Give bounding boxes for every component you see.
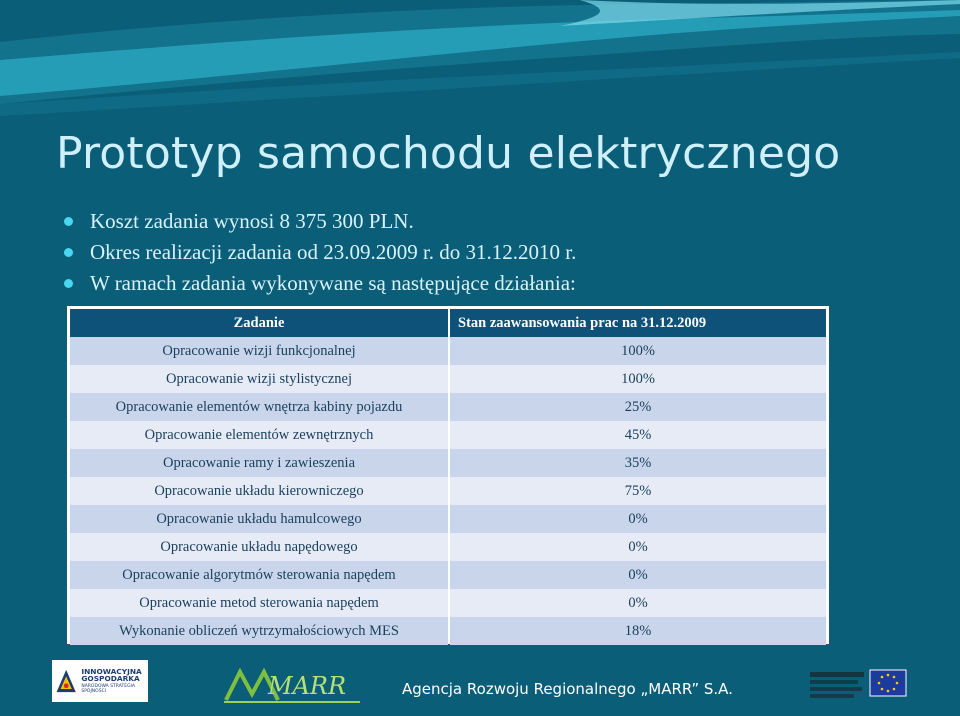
progress-cell: 45% xyxy=(450,421,826,449)
table-row xyxy=(70,393,826,421)
bullet-item xyxy=(64,268,576,299)
slide-title: Prototyp samochodu elektrycznego xyxy=(56,128,841,179)
progress-table xyxy=(67,306,829,644)
task-cell: Opracowanie wizji funkcjonalnej xyxy=(70,337,448,365)
progress-cell: 100% xyxy=(450,365,826,393)
task-cell: Wykonanie obliczeń wytrzymałościowych MES xyxy=(70,617,448,645)
task-cell: Opracowanie elementów zewnętrznych xyxy=(70,421,448,449)
bullet-text: W ramach zadania wykonywane są następujące działania: xyxy=(90,271,576,295)
logo-text: GOSPODARKA xyxy=(81,674,140,684)
header-task: Zadanie xyxy=(70,309,448,337)
table-row xyxy=(70,589,826,617)
table-row xyxy=(70,337,826,365)
table-row xyxy=(70,421,826,449)
innovation-mark-icon xyxy=(55,665,77,697)
bullet-dot-icon xyxy=(64,248,73,257)
progress-cell: 0% xyxy=(450,505,826,533)
marr-logo xyxy=(222,664,362,706)
decorative-waves xyxy=(0,0,960,120)
progress-cell: 25% xyxy=(450,393,826,421)
table-row xyxy=(70,449,826,477)
progress-cell: 0% xyxy=(450,589,826,617)
task-cell: Opracowanie układu hamulcowego xyxy=(70,505,448,533)
table-row xyxy=(70,617,826,645)
task-cell: Opracowanie elementów wnętrza kabiny pojazdu xyxy=(70,393,448,421)
task-cell: Opracowanie wizji stylistycznej xyxy=(70,365,448,393)
task-cell: Opracowanie układu napędowego xyxy=(70,533,448,561)
bullet-text: Okres realizacji zadania od 23.09.2009 r. do 31.12.2010 r. xyxy=(90,240,577,264)
table-header-row xyxy=(70,309,826,337)
table-row xyxy=(70,477,826,505)
agency-name: Agencja Rozwoju Regionalnego „MARR” S.A. xyxy=(402,680,733,698)
progress-cell: 0% xyxy=(450,561,826,589)
bullet-text: Koszt zadania wynosi 8 375 300 PLN. xyxy=(90,209,414,233)
innovative-economy-logo xyxy=(52,660,148,702)
eu-flag-logo xyxy=(808,666,908,706)
bullet-item xyxy=(64,237,576,268)
progress-cell: 18% xyxy=(450,617,826,645)
task-cell: Opracowanie ramy i zawieszenia xyxy=(70,449,448,477)
task-cell: Opracowanie algorytmów sterowania napędem xyxy=(70,561,448,589)
marr-logo-text: MARR xyxy=(268,672,347,700)
progress-cell: 75% xyxy=(450,477,826,505)
progress-cell: 35% xyxy=(450,449,826,477)
bullet-dot-icon xyxy=(64,217,73,226)
logo-text: NARODOWA STRATEGIA SPÓJNOŚCI xyxy=(81,684,135,694)
task-cell: Opracowanie układu kierowniczego xyxy=(70,477,448,505)
table-row xyxy=(70,561,826,589)
table-row xyxy=(70,505,826,533)
bullet-dot-icon xyxy=(64,279,73,288)
table-row xyxy=(70,533,826,561)
logo-text: INNOWACYJNA xyxy=(81,666,142,676)
bullet-list xyxy=(64,206,576,299)
progress-cell: 0% xyxy=(450,533,826,561)
header-progress: Stan zaawansowania prac na 31.12.2009 xyxy=(450,309,826,337)
table-row xyxy=(70,365,826,393)
bullet-item xyxy=(64,206,576,237)
task-cell: Opracowanie metod sterowania napędem xyxy=(70,589,448,617)
progress-cell: 100% xyxy=(450,337,826,365)
